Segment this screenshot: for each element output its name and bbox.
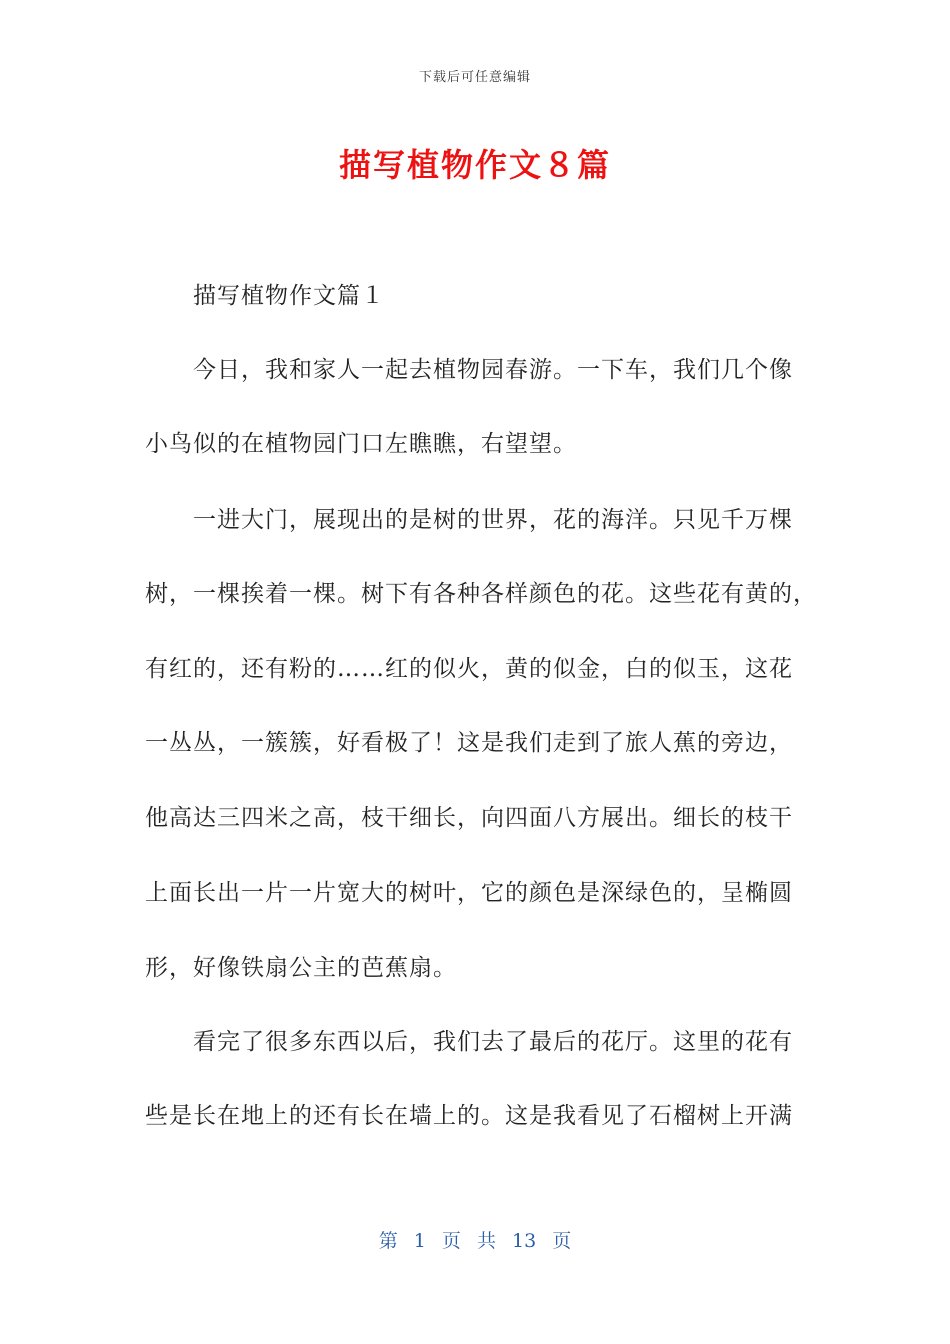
- footer-page-word: 页: [441, 1230, 461, 1252]
- paragraph-line: 些是长在地上的还有长在墙上的。这是我看见了石榴树上开满: [145, 1103, 793, 1129]
- paragraph-line: 他高达三四米之高，枝干细长，向四面八方展出。细长的枝干: [145, 805, 793, 831]
- footer-prefix: 第: [378, 1230, 398, 1252]
- page-number-footer: [0, 1226, 950, 1253]
- paragraph-line: 有红的，还有粉的……红的似火，黄的似金，白的似玉，这花: [145, 656, 793, 682]
- paragraph-line: 一进大门，展现出的是树的世界，花的海洋。只见千万棵: [193, 507, 793, 533]
- paragraph-line: 小鸟似的在植物园门口左瞧瞧，右望望。: [145, 431, 577, 457]
- total-page-count: 13: [512, 1230, 537, 1252]
- paragraph-line: 上面长出一片一片宽大的树叶，它的颜色是深绿色的，呈椭圆: [145, 880, 793, 906]
- paragraph-line: 今日，我和家人一起去植物园春游。一下车，我们几个像: [193, 357, 793, 383]
- paragraph-line: 形，好像铁扇公主的芭蕉扇。: [145, 955, 457, 981]
- header-note: 下载后可任意编辑: [418, 70, 531, 85]
- paragraph-line: 看完了很多东西以后，我们去了最后的花厅。这里的花有: [193, 1029, 793, 1055]
- footer-suffix: 页: [552, 1230, 572, 1252]
- current-page-number: 1: [413, 1230, 426, 1252]
- paragraph-line: 一丛丛，一簇簇，好看极了！这是我们走到了旅人蕉的旁边，: [145, 730, 793, 756]
- section-heading: 描写植物作文篇１: [193, 283, 385, 309]
- footer-total-word: 共: [476, 1230, 496, 1252]
- document-title: 描写植物作文８篇: [338, 146, 611, 184]
- paragraph-line: 树，一棵挨着一棵。树下有各种各样颜色的花。这些花有黄的，: [145, 581, 817, 607]
